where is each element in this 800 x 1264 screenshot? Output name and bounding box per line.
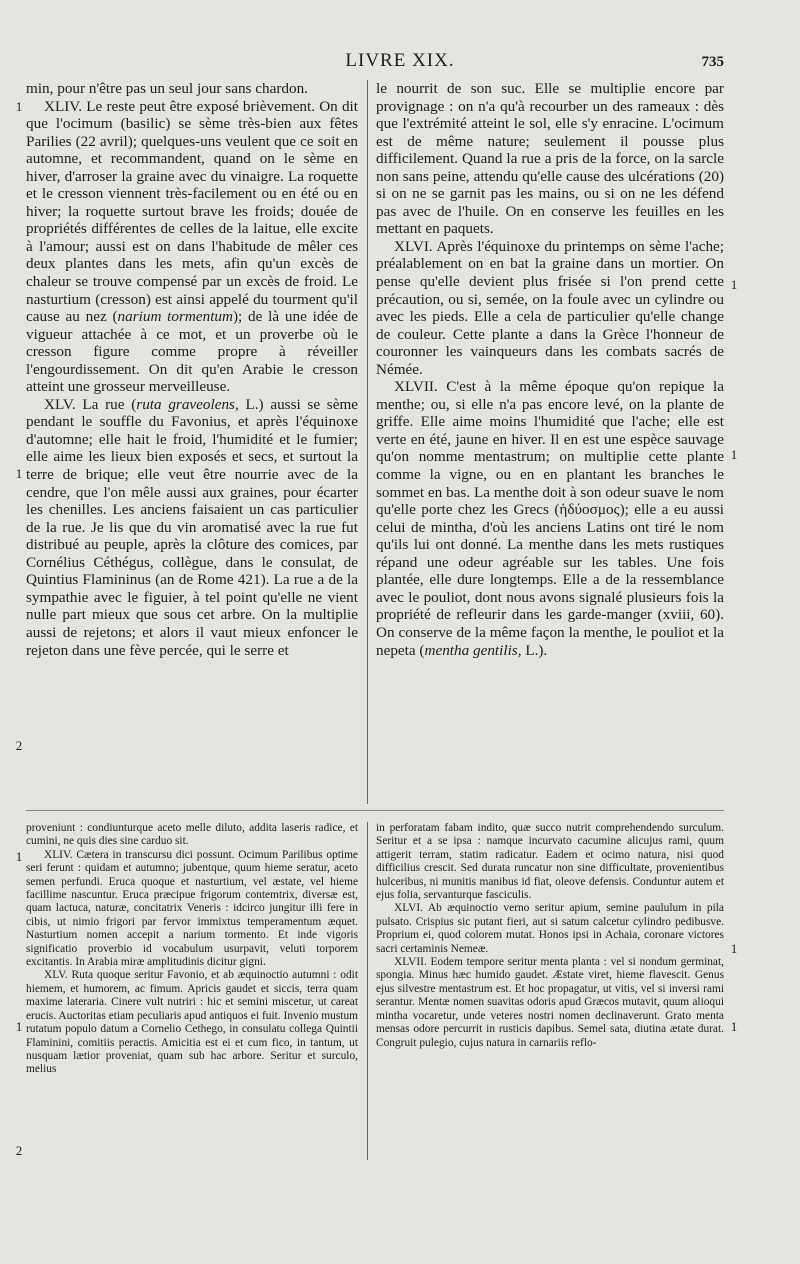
page-header [0, 48, 800, 74]
paragraph-text: ); de là une idée de vigueur attachée à ce mot, et un proverbe où le cresson figure comme propre à réveiller l'engourdissement. On dit qu'en Arabie le cresson atteint une grosseur merveilleuse. [26, 308, 359, 396]
latin-term: mentha gentilis [424, 641, 518, 659]
paragraph-continuation: le nourrit de son suc. Elle se multiplie encore par provignage : on n'a qu'à recourber un des rameaux : dès que l'extrémité atteint le sol, elle s'y enracine. L'ocimum est de même nature; seulement il pousse plus difficilement. Quand la rue a pris de la force, on la sarcle non sans peine, attendu qu'elle cause des ulcérations (20) si on ne se garnit pas les mains, ou si on ne les défend pas avec de l'huile. On en conserve les feuilles en les mettant en paquets. [376, 80, 724, 238]
margin-mark: 2 [15, 738, 23, 753]
paragraph-xlvii-fr [376, 378, 724, 659]
latin-column-right [376, 822, 724, 1050]
margin-mark: 1 [15, 466, 23, 481]
paragraph-continuation: in perforatam fabam indito, quæ succo nutrit comprehendendo surculum. Seritur et a se ipsa : namque incurvato cacumine alicujus rami, quum attigerit terram, statim radicatur. Eadem et ocimo natura, nisi quod difficilius crescit. Sed durata runcatur non sine difficultate, provenientibus hulceribus, ni munitis manibus id fiat, oleove defensis. Conduntur autem et ejus folia, servanturque fasciculis. [376, 822, 724, 902]
margin-mark: 1 [730, 1019, 738, 1034]
margin-mark: 1 [15, 1019, 23, 1034]
margin-mark: 2 [15, 1143, 23, 1158]
french-column-right [376, 80, 724, 659]
latin-column-left [26, 822, 358, 1077]
paragraph-xliv-lat: XLIV. Cætera in transcursu dici possunt. Ocimum Parilibus optime seri ferunt : quidam et autumno; jubentque, quum hieme seratur, aceto semen perfundi. Eruca quoque et nasturtium, vel æstate, vel hieme facillime nascuntur. Eruca præcipue frigorum contemtrix, diversæ est, quam lactuca, naturæ, concitatrix Veneris : idcirco jungitur illi fere in cibis, ut nimio frigori par fervor immixtus temperamentum æquet. Nasturtium nomen accepit a narium tormento. Et inde vigoris significatio proverbio id vocabulum usurpavit, veluti torporem excitantis. In Arabia miræ amplitudinis dicitur gigni. [26, 848, 358, 969]
paragraph-xliv-fr [26, 98, 358, 396]
page-number: 735 [701, 54, 724, 70]
column-rule-french [367, 80, 368, 804]
latin-term: narium tormentum [117, 308, 233, 326]
section-divider [26, 810, 724, 811]
margin-mark: 1 [15, 99, 23, 114]
margin-mark: 1 [15, 849, 23, 864]
paragraph-xlvi-lat: XLVI. Ab æquinoctio verno seritur apium, semine paululum in pila pulsato. Crispius sic putant fieri, aut si satum calcetur cylindro pedibusve. Proprium ei, quod colorem mutat. Honos ipsi in Achaia, coronare victores sacri certaminis Nemeæ. [376, 902, 724, 955]
margin-mark: 1 [730, 447, 738, 462]
margin-mark: 1 [730, 941, 738, 956]
paragraph-xlv-fr [26, 396, 358, 659]
paragraph-continuation: proveniunt : condiunturque aceto melle diluto, addita laseris radice, et cumini, ne quis dies sine carduo sit. [26, 822, 358, 848]
paragraph-xlvi-fr: XLVI. Après l'équinoxe du printemps on sème l'ache; préalablement on en bat la graine dans un mortier. On pense qu'elle devient plus frisée si l'on prend cette précaution, ou si, semée, on la foule avec un cylindre ou avec les pieds. Elle a cela de particulier qu'elle change de couleur. Cette plante a dans la Grèce l'honneur de couronner les vainqueurs dans les combats sacrés de Némée. [376, 237, 724, 378]
paragraph-xlvii-lat: XLVII. Eodem tempore seritur menta planta : vel si nondum germinat, spongia. Minus hæc humido gaudet. Æstate viret, hieme flavescit. Genus ejus silvestre mentastrum est. Et hoc propagatur, ut vitis, vel si inversi rami serantur. Mentæ nomen suavitas odoris apud Græcos mutavit, quum alioqui mintha vocaretur, unde veteres nostri nomen declinaverunt. Grato menta mensas odore percurrit in rusticis dapibus. Semel sata, diutina ætate durat. Congruit pulegio, cujus natura in carnariis reflo- [376, 956, 724, 1049]
paragraph-xlv-lat: XLV. Ruta quoque seritur Favonio, et ab æquinoctio autumni : odit hiemem, et humorem, ac fimum. Apricis gaudet et siccis, terra quam maxime lateraria. Cinere vult nutriri : hic et semini miscetur, ut careat erucis. Auctoritas etiam peculiaris apud antiquos ei fuit. Invenio mustum rutatum populo datum a Cornelio Cethego, in consulatu collega Quintii Flaminini, comitiis peractis. Amicitia est ei et cum fico, in tantum, ut nusquam lætior proveniat, quam sub hac arbore. Seritur et surculo, melius [26, 969, 358, 1076]
paragraph-text: , L.) aussi se sème pendant le souffle du Favonius, et après l'équinoxe d'automne; elle hait le froid, l'humidité et le fumier; elle aime les lieux bien exposés et secs, et surtout la terre de brique; elle veut être nourrie avec de la cendre, que l'on mêle aussi aux graines, pour écarter les chenilles. Les anciens faisaient un cas particulier de la rue. Je lis que du vin aromatisé avec la rue fut distribué au peuple, après la clôture des comices, par Cornélius Céthégus, collègue, dans le consulat, de Quintius Flamininus (an de Rome 421). La rue a de la sympathie avec le figuier, à tel point qu'elle ne vient nulle part mieux que sous cet arbre. On la multiplie aussi de rejetons; et alors il vaut mieux enfoncer le rejeton dans une fève percée, qui le serre et [26, 395, 358, 659]
paragraph-text: XLIV. Le reste peut être exposé brièvement. On dit que l'ocimum (basilic) se sème très-bien aux fêtes Parilies (22 avril); quelques-uns veulent que ce soit en automne, et recommandent, quand on le sème en hiver, d'arroser la graine avec du vinaigre. La roquette et le cresson viennent très-facilement ou en été ou en hiver; la roquette surtout brave les froids; douée de propriétés différentes de celles de la laitue, elle excite à l'amour; aussi est on dans l'habitude de mêler ces deux plantes dans les mets, afin qu'un excès de chaleur se trouve compensé par un excès de froid. Le nasturtium (cresson) est ainsi appelé du tourment qu'il cause au nez ( [26, 97, 358, 326]
running-title: LIVRE XIX. [345, 50, 455, 71]
latin-term: ruta graveolens [136, 395, 235, 413]
french-column-left [26, 80, 358, 659]
paragraph-text: XLVII. C'est à la même époque qu'on repique la menthe; ou, si elle n'a pas encore levé, on la plante de griffe. Elle aime moins l'humidité que l'ache; elle est verte en été, jaune en hiver. Il en est une espèce sauvage qu'on nomme mentastrum; on multiplie cette plante comme la vigne, ou en en plantant les branches le sommet en bas. La menthe doit à son odeur suave le nom qu'elle porte chez les Grecs (ἡδύοσμος); elle a eu aussi celui de mintha, d'où les anciens Latins ont tiré le nom qu'ils lui ont donné. La menthe dans les mets rustiques répand une odeur agréable sur les tables. Une fois plantée, elle dure longtemps. Elle a de la ressemblance avec le pouliot, dont nous avons signalé plusieurs fois la propriété de refleurir dans les garde-manger (xviii, 60). On conserve de la même façon la menthe, le pouliot et la nepeta ( [376, 378, 724, 659]
margin-mark: 1 [730, 277, 738, 292]
column-rule-latin [367, 822, 368, 1160]
paragraph-text: XLV. La rue ( [44, 395, 137, 413]
paragraph-text: , L.). [517, 641, 548, 659]
paragraph-continuation: min, pour n'être pas un seul jour sans chardon. [26, 80, 308, 97]
